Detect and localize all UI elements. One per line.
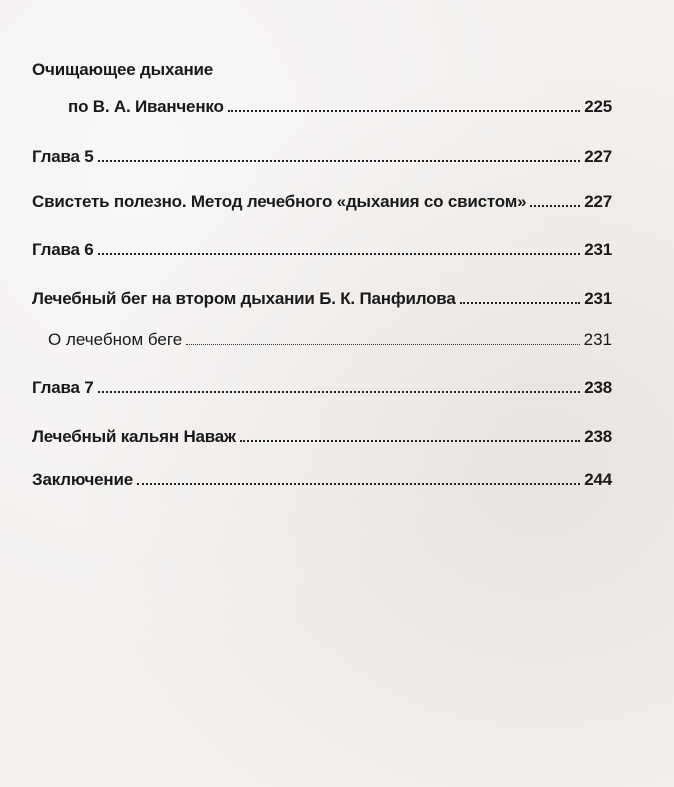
dot-leader xyxy=(98,160,581,162)
toc-entry-title: Глава 5 xyxy=(32,147,94,166)
dot-leader xyxy=(530,205,580,207)
toc-entry-title: Лечебный кальян Наваж xyxy=(32,427,236,446)
toc-entry-page: 244 xyxy=(584,470,612,489)
toc-entry-page: 231 xyxy=(583,330,612,349)
toc-entry-title: по В. А. Иванченко xyxy=(68,97,224,116)
toc-entry-page: 238 xyxy=(584,378,612,397)
dot-leader xyxy=(240,440,580,442)
toc-entry-title: Глава 6 xyxy=(32,240,94,259)
toc-entry xyxy=(32,192,612,212)
toc-entry xyxy=(68,97,612,117)
toc-entry-page: 231 xyxy=(584,240,612,259)
dot-leader xyxy=(460,302,581,304)
toc-entry-title: Заключение xyxy=(32,470,133,489)
dot-leader xyxy=(137,483,580,485)
toc-entry-title: Свистеть полезно. Метод лечебного «дыхания со свистом» xyxy=(32,192,527,211)
toc-entry xyxy=(32,470,612,490)
toc-entry-title: О лечебном беге xyxy=(48,330,183,349)
dot-leader xyxy=(98,253,581,255)
toc-entry xyxy=(32,240,612,260)
toc-entry-page: 225 xyxy=(584,97,612,116)
toc-entry xyxy=(32,289,612,309)
toc-entry xyxy=(32,427,612,447)
toc-entry xyxy=(48,330,612,350)
toc-entry-title: Глава 7 xyxy=(32,378,94,397)
toc-entry-page: 238 xyxy=(584,427,612,446)
dot-leader xyxy=(186,344,579,345)
toc-entry-title-line1: Очищающее дыхание xyxy=(32,60,214,79)
toc-entry-page: 231 xyxy=(584,289,612,308)
toc-entry xyxy=(32,378,612,398)
toc-entry-title: Лечебный бег на втором дыхании Б. К. Панфилова xyxy=(32,289,456,308)
toc-entry-page: 227 xyxy=(584,192,612,211)
toc-entry-page: 227 xyxy=(584,147,612,166)
dot-leader xyxy=(98,391,581,393)
dot-leader xyxy=(228,110,581,112)
toc-entry xyxy=(32,147,612,167)
